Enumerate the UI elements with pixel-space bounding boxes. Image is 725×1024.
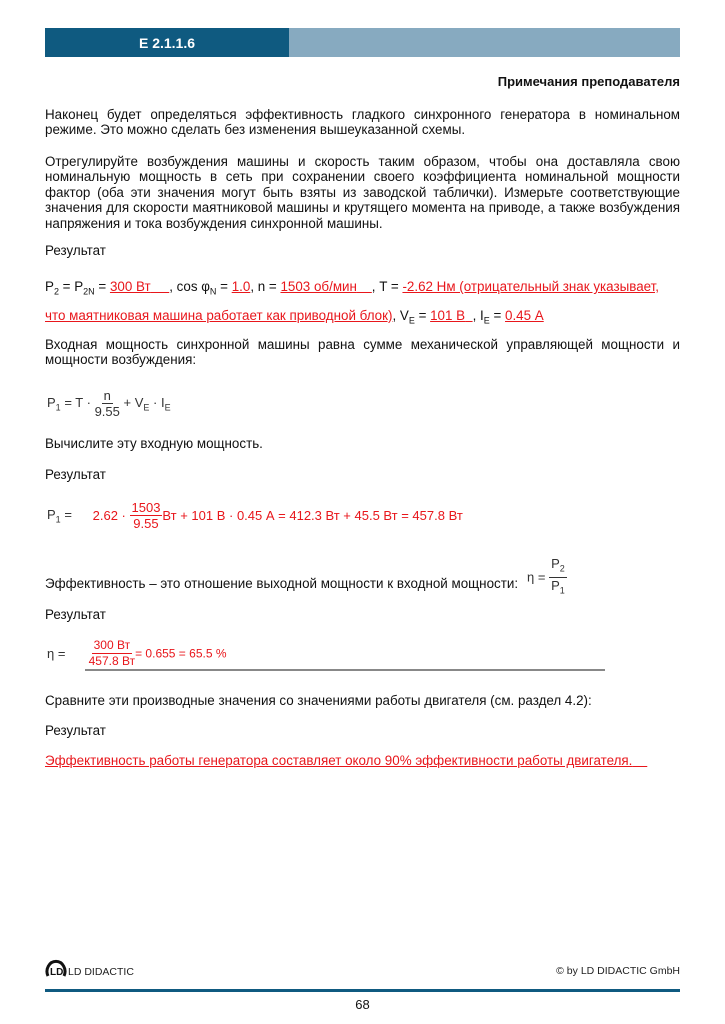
ie-value: 0.45 А <box>505 307 544 323</box>
t-value: -2.62 Нм (отрицательный знак указывает, что маятниковая машина работает как приводной блок) <box>45 279 660 323</box>
conclusion: Эффективность работы генератора составляет около 90% эффективности работы двигателя. <box>45 753 633 768</box>
calc-text: Вычислите эту входную мощность. <box>45 436 263 451</box>
ve-value: 101 В <box>430 307 466 323</box>
result-label-4: Результат <box>45 723 106 738</box>
header-bar <box>289 28 680 57</box>
section-title: Примечания преподавателя <box>497 74 680 89</box>
svg-text:LD: LD <box>50 967 64 978</box>
instruction-text: Отрегулируйте возбуждения машины и скорость таким образом, чтобы она доставляла свою номинальную мощность в сеть при сохранении своего коэффициента номинальной мощности фактор (оба эти значения могут быть взяты из заводской таблички). Измерьте соответствующие значения для скорости маятниковой машины и крутящего момента на приводе, а также возбуждения напряжения и тока возбуждения синхронной машины. <box>45 154 680 231</box>
intro-text: Наконец будет определяться эффективность гладкого синхронного генератора в номинальном режиме. Это можно сделать без изменения вышеуказанной схемы. <box>45 107 680 138</box>
page-number: 68 <box>355 997 370 1012</box>
n-value: 1503 об/мин <box>280 279 357 294</box>
ld-logo-icon <box>45 954 67 978</box>
compare-text: Сравните эти производные значения со значениями работы двигателя (см. раздел 4.2): <box>45 693 592 708</box>
cos-value: 1.0 <box>231 279 251 294</box>
efficiency-text: Эффективность – это отношение выходной мощности к входной мощности: <box>45 576 519 591</box>
footer-rule <box>45 989 680 992</box>
answer-line <box>85 669 605 671</box>
eta-formula: η = $\frac{P_2}{P_1}$ <box>527 556 565 596</box>
eta-result: η = $\frac{300 Вт}{457.8 Вт}$ = 0.655 = 65.5 % <box>47 638 227 668</box>
result-label-3: Результат <box>45 607 106 622</box>
input-power-text: Входная мощность синхронной машины равна сумме механической управляющей мощности и мощности возбуждения: <box>45 337 680 368</box>
footer-logo: LD LD DIDACTIC <box>45 954 134 978</box>
result-label-2: Результат <box>45 467 106 482</box>
copyright: © by LD DIDACTIC GmbH <box>556 965 680 977</box>
formula-p1: $P_1 = T$ · $\frac{n}{9.55}$ + $V_E \cdot I_E$ <box>47 388 171 419</box>
measured-values: $P_2 = P_{2N} = 300$ Вт , $\cos \varphi_N = 1.0$, n = 1503 об/мин , T = -2.62 Нм (отрицательный знак указывает, что маятниковая машина работает как приводной блок), $V_E = 101$ В , $I_E = 0.45$ А <box>45 279 660 326</box>
result-label: Результат <box>45 243 106 258</box>
p1-result: $P_1 = 2.62$ · $\frac{1503}{9.55}$ Вт + 101 В · 0.45 А = 412.3 Вт + 45.5 Вт = 457.8 Вт <box>47 500 463 531</box>
section-code: E 2.1.1.6 <box>45 28 289 57</box>
p2-value: 300 Вт <box>109 279 151 294</box>
